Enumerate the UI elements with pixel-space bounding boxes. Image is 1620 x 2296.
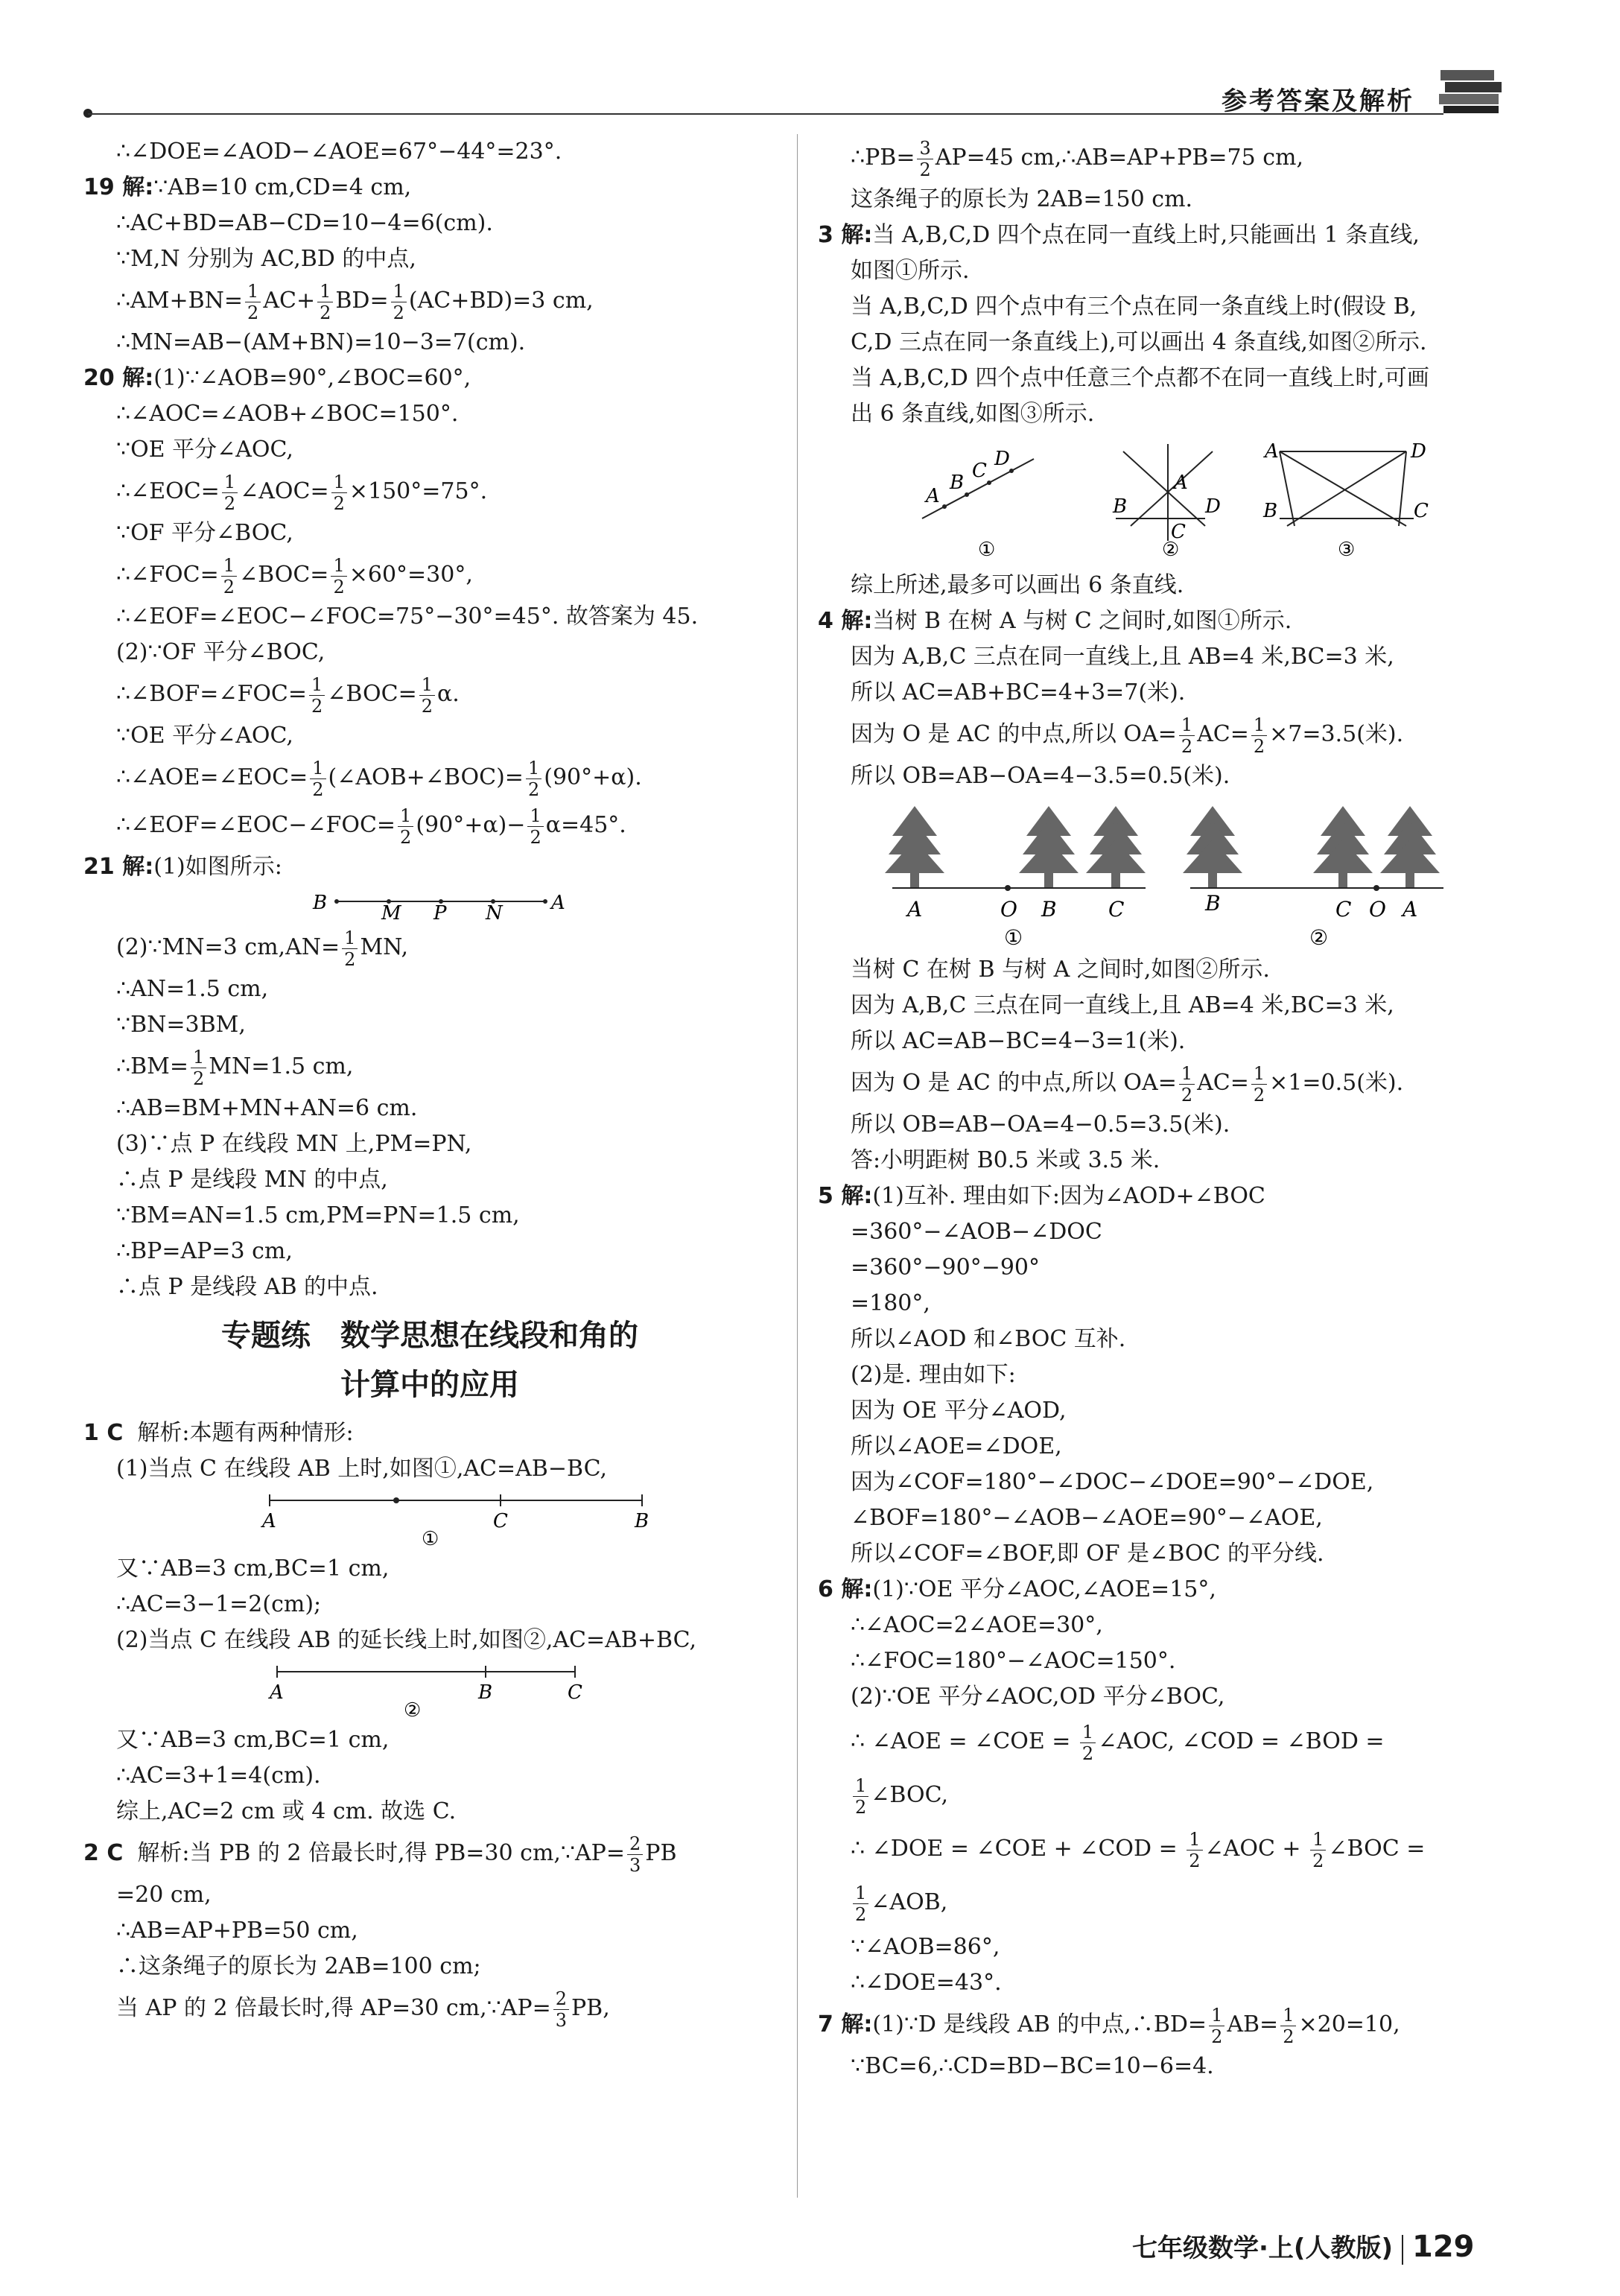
text-line: ∴点 P 是线段 AB 的中点. [116, 1274, 378, 1300]
fraction: $\frac{1}{2}$ [1251, 1063, 1267, 1106]
label-C: C [1335, 897, 1352, 922]
label-A: A [1403, 897, 1418, 922]
text-line: 当 A,B,C,D 四个点中有三个点在同一条直线上时(假设 B, [851, 294, 1417, 320]
fraction: $\frac{1}{2}$ [331, 472, 347, 514]
text-line: ∵BC=6,∴CD=BD−BC=10−6=4. [851, 2053, 1214, 2079]
text-line: 所以 OB=AB−OA=4−3.5=0.5(米). [851, 763, 1230, 789]
caption-2: ② [1309, 925, 1329, 948]
label-D: D [1205, 495, 1221, 518]
text-line: (2)∵OF 平分∠BOC, [116, 639, 325, 665]
q19-label: 19 解: [83, 174, 154, 200]
label-P: P [433, 902, 447, 919]
fraction: $\frac{3}{2}$ [917, 138, 933, 180]
label-B: B [1113, 495, 1128, 518]
text-line: =180°, [851, 1290, 930, 1316]
text-line: ∴AB=BM+MN+AN=6 cm. [116, 1095, 418, 1121]
fraction: $\frac{1}{2}$ [245, 281, 261, 323]
page-header-title: 参考答案及解析 [1222, 86, 1414, 116]
label-O: O [1000, 897, 1017, 922]
p5-line: 5 解:(1)互补. 理由如下:因为∠AOD+∠BOC [818, 1183, 1265, 1209]
text-line: ∴BP=AP=3 cm, [116, 1238, 293, 1264]
section-title-2: 计算中的应用 [340, 1368, 519, 1402]
text-line: ∴AC+BD=AB−CD=10−4=6(cm). [116, 210, 493, 236]
p6-label: 6 解: [818, 1576, 873, 1602]
text-line: ∴∠AOC=2∠AOE=30°, [851, 1612, 1103, 1638]
label-A: A [262, 1510, 276, 1532]
formula-line: ∴BM= $\frac{1}{2}$ MN=1.5 cm, [116, 1046, 354, 1089]
label-D: D [994, 448, 1010, 470]
text-line: 所以∠AOE=∠DOE, [851, 1433, 1062, 1459]
text-line: 当 A,B,C,D 四个点中任意三个点都不在同一直线上时,可画 [851, 365, 1429, 391]
fraction: $\frac{1}{2}$ [309, 674, 325, 717]
fraction: $\frac{1}{2}$ [222, 472, 238, 514]
formula-line: ∴∠AOE=∠EOC= $\frac{1}{2}$ (∠AOB+∠BOC)= $\frac{1}{2}$ (90°+α). [116, 757, 642, 800]
fraction: $\frac{1}{2}$ [1080, 1722, 1096, 1764]
label-A: A [1174, 472, 1188, 494]
fraction: $\frac{1}{2}$ [527, 805, 543, 848]
label-C: C [1108, 897, 1125, 922]
label-C: C [493, 1510, 508, 1532]
p2-line: 2 C 解析:当 PB 的 2 倍最长时,得 PB=30 cm,∵AP= $\frac{2}{3}$ PB [83, 1833, 677, 1876]
fraction: $\frac{2}{3}$ [627, 1833, 643, 1876]
fraction: $\frac{1}{2}$ [191, 1047, 206, 1089]
q20-label: 20 解: [83, 365, 154, 391]
text-line: ∴∠EOF=∠EOC−∠FOC=75°−30°=45°. 故答案为 45. [116, 603, 699, 630]
text-line: ∴∠DOE=43°. [851, 1970, 1002, 1996]
label-A: A [926, 485, 940, 507]
books-icon [1438, 66, 1505, 115]
label-A: A [1265, 440, 1279, 463]
label-A: A [551, 892, 565, 914]
formula-line: 因为 O 是 AC 的中点,所以 OA= $\frac{1}{2}$ AC= $\frac{1}{2}$ ×7=3.5(米). [851, 714, 1404, 757]
fraction: $\frac{1}{2}$ [1179, 1063, 1195, 1106]
text-line: =360°−90°−90° [851, 1255, 1041, 1281]
figure-p1-1 [83, 1491, 754, 1547]
q19-line: 19 解:∵AB=10 cm,CD=4 cm, [83, 174, 412, 200]
q21-label: 21 解: [83, 854, 154, 880]
text-line: ∵BN=3BM, [116, 1012, 246, 1038]
text-line: ∴AN=1.5 cm, [116, 976, 269, 1002]
label-C: C [1171, 521, 1186, 543]
p1-label: 1 C [83, 1420, 124, 1446]
figure-q21-segment [83, 889, 754, 919]
label-O: O [1369, 897, 1386, 922]
fraction: $\frac{1}{2}$ [1209, 2005, 1224, 2047]
label-C: C [1414, 500, 1429, 522]
text-line: ∵BM=AN=1.5 cm,PM=PN=1.5 cm, [116, 1202, 520, 1228]
text-line: ∴这条绳子的原长为 2AB=100 cm; [116, 1953, 481, 1979]
text-line: 如图①所示. [851, 258, 970, 284]
caption-2: ② [1162, 539, 1180, 561]
text-line: ∴∠FOC=180°−∠AOC=150°. [851, 1648, 1176, 1674]
fraction: $\frac{1}{2}$ [853, 1775, 868, 1818]
page-number: 129 [1412, 2230, 1475, 2264]
p3-label: 3 解: [818, 222, 873, 248]
text-line: ∠BOF=180°−∠AOB−∠AOE=90°−∠AOE, [851, 1505, 1323, 1531]
label-B: B [478, 1681, 493, 1704]
text-line: ∴∠AOC=∠AOB+∠BOC=150°. [116, 401, 459, 427]
formula-line: ∴ ∠DOE = ∠COE + ∠COD = $\frac{1}{2}$ ∠AOC + $\frac{1}{2}$ ∠BOC = [851, 1828, 1426, 1871]
formula-line: ∴∠EOF=∠EOC−∠FOC= $\frac{1}{2}$ (90°+α)− $\frac{1}{2}$ α=45°. [116, 805, 626, 848]
p4-line: 4 解:当树 B 在树 A 与树 C 之间时,如图①所示. [818, 608, 1292, 634]
fraction: $\frac{1}{2}$ [391, 281, 407, 323]
label-M: M [381, 902, 401, 919]
fraction: $\frac{1}{2}$ [221, 555, 237, 597]
text-line: (3)∵点 P 在线段 MN 上,PM=PN, [116, 1131, 472, 1157]
caption-1: ① [422, 1528, 439, 1547]
formula-line: ∴∠BOF=∠FOC= $\frac{1}{2}$ ∠BOC= $\frac{1}{2}$ α. [116, 673, 460, 717]
text-line: ∴点 P 是线段 MN 的中点, [116, 1167, 388, 1193]
formula-line: ∴∠FOC= $\frac{1}{2}$ ∠BOC= $\frac{1}{2}$ ×60°=30°, [116, 554, 473, 597]
text-line: 综上所述,最多可以画出 6 条直线. [851, 572, 1184, 598]
text-line: ∴∠DOE=∠AOD−∠AOE=67°−44°=23°. [116, 139, 562, 165]
p7-label: 7 解: [818, 2011, 873, 2037]
text-line: 答:小明距树 B0.5 米或 3.5 米. [851, 1147, 1160, 1173]
label-C: C [972, 460, 987, 482]
label-B: B [1205, 891, 1221, 916]
p5-label: 5 解: [818, 1183, 873, 1209]
formula-line: $\frac{1}{2}$ ∠AOB, [818, 1876, 1496, 1929]
p3-line: 3 解:当 A,B,C,D 四个点在同一直线上时,只能画出 1 条直线, [818, 222, 1420, 248]
fraction: $\frac{1}{2}$ [342, 927, 358, 970]
p2-label: 2 C [83, 1840, 124, 1866]
fraction: $\frac{2}{3}$ [553, 1988, 569, 2031]
fraction: $\frac{1}{2}$ [853, 1883, 868, 1925]
label-B: B [1041, 897, 1057, 922]
text-line: ∴MN=AB−(AM+BN)=10−3=7(cm). [116, 329, 526, 355]
formula-line: 因为 O 是 AC 的中点,所以 OA= $\frac{1}{2}$ AC= $\frac{1}{2}$ ×1=0.5(米). [851, 1062, 1404, 1106]
fraction: $\frac{1}{2}$ [526, 758, 541, 800]
p1-line: 1 C 解析:本题有两种情形: [83, 1420, 354, 1446]
column-divider [797, 134, 798, 2198]
text-line: 当树 C 在树 B 与树 A 之间时,如图②所示. [851, 957, 1270, 983]
text-line: 所以∠AOD 和∠BOC 互补. [851, 1326, 1126, 1352]
figure-p3-lines [818, 437, 1488, 563]
text-line: ∵M,N 分别为 AC,BD 的中点, [116, 246, 416, 272]
fraction: $\frac{1}{2}$ [1280, 2005, 1296, 2047]
text-line: ∴AC=3+1=4(cm). [116, 1763, 321, 1789]
formula-line: ∴PB= $\frac{3}{2}$ AP=45 cm,∴AB=AP+PB=75 cm, [851, 137, 1304, 180]
fraction: $\frac{1}{2}$ [1187, 1829, 1202, 1871]
text-line: (2)是. 理由如下: [851, 1362, 1016, 1388]
formula-line: ∴AM+BN= $\frac{1}{2}$ AC+ $\frac{1}{2}$ BD= $\frac{1}{2}$ (AC+BD)=3 cm, [116, 280, 594, 323]
label-A: A [270, 1681, 284, 1704]
label-C: C [568, 1681, 582, 1704]
text-line: 出 6 条直线,如图③所示. [851, 401, 1095, 427]
fraction: $\frac{1}{2}$ [1251, 714, 1267, 757]
label-B: B [1263, 500, 1278, 522]
label-B: B [313, 892, 328, 914]
book-title: 七年级数学·上(人教版) [1132, 2233, 1393, 2263]
text-line: ∵OE 平分∠AOC, [116, 723, 293, 749]
right-column [818, 134, 1496, 2084]
fraction: $\frac{1}{2}$ [419, 674, 435, 717]
left-column [83, 134, 776, 2032]
q20-line: 20 解:(1)∵∠AOB=90°,∠BOC=60°, [83, 365, 471, 391]
fraction: $\frac{1}{2}$ [1179, 714, 1195, 757]
caption-2: ② [404, 1699, 422, 1718]
label-N: N [486, 902, 503, 919]
text-line: ∵OE 平分∠AOC, [116, 437, 293, 463]
text-line: ∴AB=AP+PB=50 cm, [116, 1918, 358, 1944]
fraction: $\frac{1}{2}$ [317, 281, 333, 323]
label-D: D [1411, 440, 1426, 463]
text-line: 所以 AC=AB+BC=4+3=7(米). [851, 679, 1186, 705]
figure-p1-2 [83, 1663, 754, 1718]
text-line: ∴AC=3−1=2(cm); [116, 1591, 322, 1617]
text-line: (2)∵OE 平分∠AOC,OD 平分∠BOC, [851, 1684, 1225, 1710]
footer-separator [1402, 2235, 1403, 2265]
fraction: $\frac{1}{2}$ [398, 805, 413, 848]
p6-line: 6 解:(1)∵OE 平分∠AOC,∠AOE=15°, [818, 1576, 1216, 1602]
formula-line: ∴ ∠AOE = ∠COE = $\frac{1}{2}$ ∠AOC, ∠COD = ∠BOD = [851, 1721, 1385, 1764]
caption-1: ① [1004, 925, 1023, 948]
text-line: (2)当点 C 在线段 AB 的延长线上时,如图②,AC=AB+BC, [116, 1627, 697, 1653]
text-line: 又∵AB=3 cm,BC=1 cm, [116, 1727, 390, 1753]
formula-line: 当 AP 的 2 倍最长时,得 AP=30 cm,∵AP= $\frac{2}{3}$ PB, [116, 1988, 610, 2031]
text-line: 因为∠COF=180°−∠DOC−∠DOE=90°−∠DOE, [851, 1469, 1374, 1495]
p4-label: 4 解: [818, 608, 873, 634]
text-line: C,D 三点在同一条直线上),可以画出 4 条直线,如图②所示. [851, 329, 1427, 355]
label-A: A [907, 897, 923, 922]
label-B: B [635, 1510, 649, 1532]
section-title-1: 专题练 数学思想在线段和角的 [221, 1319, 638, 1353]
text-line: 这条绳子的原长为 2AB=150 cm. [851, 186, 1193, 212]
formula-line: $\frac{1}{2}$ ∠BOC, [818, 1769, 1496, 1822]
text-line: ∵OF 平分∠BOC, [116, 520, 293, 546]
text-line: 所以∠COF=∠BOF,即 OF 是∠BOC 的平分线. [851, 1541, 1324, 1567]
text-line: 又∵AB=3 cm,BC=1 cm, [116, 1555, 390, 1582]
text-line: 综上,AC=2 cm 或 4 cm. 故选 C. [116, 1798, 457, 1824]
text-line: 因为 A,B,C 三点在同一直线上,且 AB=4 米,BC=3 米, [851, 992, 1394, 1018]
formula-line: (2)∵MN=3 cm,AN= $\frac{1}{2}$ MN, [116, 927, 409, 970]
text-line: 因为 A,B,C 三点在同一直线上,且 AB=4 米,BC=3 米, [851, 644, 1394, 670]
p7-line: 7 解:(1)∵D 是线段 AB 的中点,∴BD= $\frac{1}{2}$ AB= $\frac{1}{2}$ ×20=10, [818, 2004, 1400, 2047]
fraction: $\frac{1}{2}$ [310, 758, 325, 800]
text-line: 因为 OE 平分∠AOD, [851, 1398, 1067, 1424]
label-B: B [950, 472, 965, 494]
text-line: 所以 OB=AB−OA=4−0.5=3.5(米). [851, 1111, 1230, 1138]
figure-p4-trees [818, 799, 1488, 948]
q21-line: 21 解:(1)如图所示: [83, 854, 282, 880]
caption-1: ① [978, 539, 996, 561]
text-line: =20 cm, [116, 1882, 212, 1908]
page-footer [1132, 2227, 1475, 2265]
text-line: 所以 AC=AB−BC=4−3=1(米). [851, 1028, 1186, 1054]
formula-line: ∴∠EOC= $\frac{1}{2}$ ∠AOC= $\frac{1}{2}$ ×150°=75°. [116, 471, 488, 514]
text-line: ∵∠AOB=86°, [851, 1934, 1000, 1960]
text-line: =360°−∠AOB−∠DOC [851, 1219, 1102, 1245]
text-line: (1)当点 C 在线段 AB 上时,如图①,AC=AB−BC, [116, 1456, 608, 1482]
fraction: $\frac{1}{2}$ [331, 555, 346, 597]
caption-3: ③ [1338, 539, 1356, 561]
fraction: $\frac{1}{2}$ [1310, 1829, 1326, 1871]
